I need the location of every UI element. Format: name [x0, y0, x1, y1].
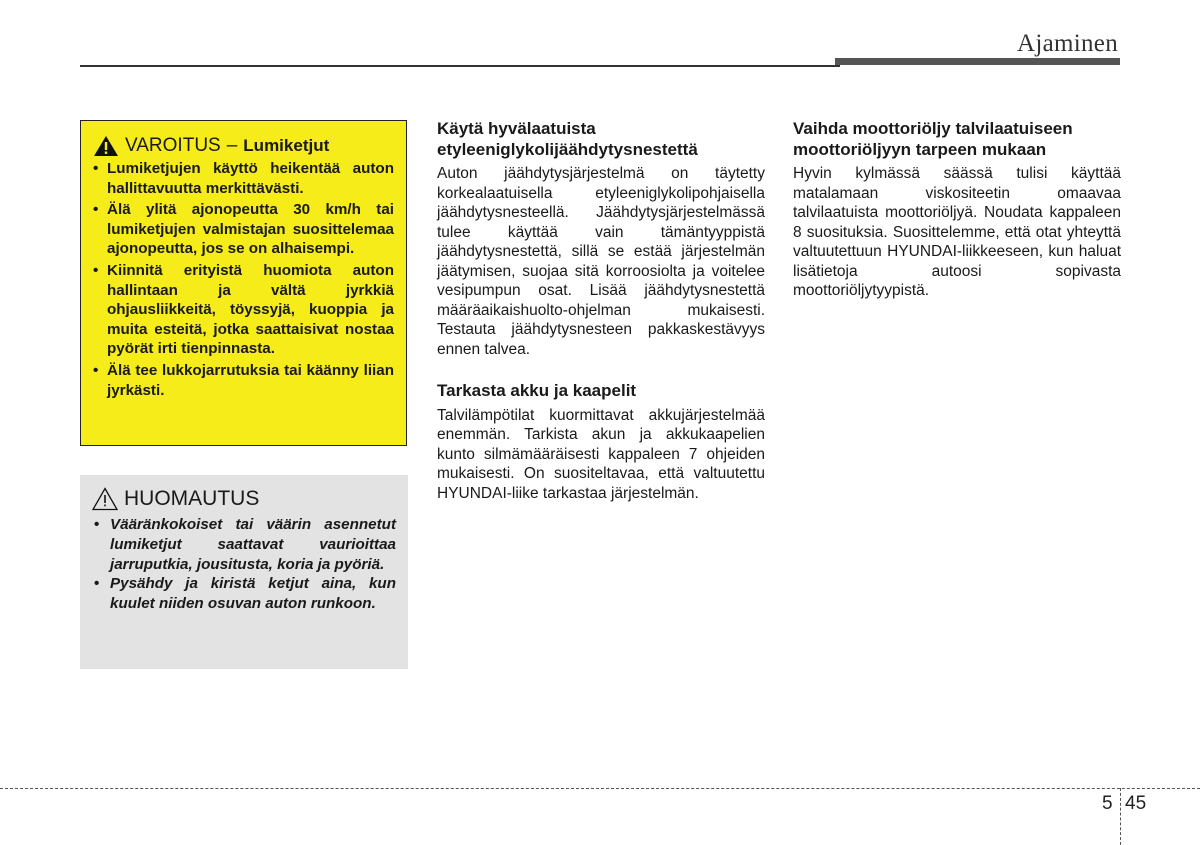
warning-item-text: Älä ylitä ajonopeutta 30 km/h tai lumiketjujen valmistajan suosittelemaa ajonopeutta, jos se on alhaisempi. — [107, 201, 394, 258]
warning-heading — [93, 135, 394, 157]
notice-item — [92, 515, 396, 574]
section-heading-coolant: Käytä hyvälaatuista etyleeniglykolijäähdytysnestettä — [437, 119, 698, 159]
warning-item-text: Älä tee lukkojarrutuksia tai käänny liian jyrkästi. — [107, 361, 394, 399]
bullet: • — [94, 575, 100, 593]
footer-divider — [0, 788, 1200, 789]
section-heading-battery: Tarkasta akku ja kaapelit — [437, 381, 637, 400]
section-heading-engine-oil: Vaihda moottoriöljy talvilaatuiseen moottoriöljyyn tarpeen mukaan — [793, 119, 1073, 159]
warning-dash: – — [226, 135, 238, 156]
warning-title: VAROITUS — [125, 135, 221, 156]
warning-item — [93, 261, 394, 359]
column-right — [793, 119, 1121, 301]
column-middle — [437, 119, 765, 503]
running-header-title: Ajaminen — [1017, 30, 1118, 57]
warning-item-text: Lumiketjujen käyttö heikentää auton hallittavuutta merkittävästi. — [107, 160, 394, 197]
warning-triangle-icon — [93, 135, 119, 157]
warning-item — [93, 159, 394, 198]
bullet: • — [93, 160, 99, 177]
notice-item-text: Vääränkokoiset tai väärin asennetut lumiketjut saattavat vaurioittaa jarruputkia, jousitusta, koria ja pyöriä. — [110, 516, 396, 573]
header-rule — [80, 65, 840, 67]
chapter-number: 5 — [1102, 793, 1113, 814]
header-rule-accent — [835, 58, 1120, 65]
notice-box — [80, 475, 408, 669]
section-body-battery: Talvilämpötilat kuormittavat akkujärjestelmää enemmän. Tarkista akun ja akkukaapelien kunto silmämääräisesti kappaleen 7 ohjeiden mukaisesti. On suositeltavaa, että valtuutettu HYUNDAI-liike tarkastaa järjestelmän. — [437, 406, 765, 502]
notice-item-text: Pysähdy ja kiristä ketjut aina, kun kuulet niiden osuvan auton runkoon. — [110, 575, 396, 613]
section-spacer — [437, 359, 765, 381]
warning-item-text: Kiinnitä erityistä huomiota auton hallintaan ja vältä jyrkkiä ohjausliikkeitä, töyssyjä, kuoppia ja muita esteitä, jotka saattaisivat nostaa pyörät irti tienpinnasta. — [107, 261, 394, 358]
caution-triangle-icon — [92, 487, 118, 511]
page-number: 45 — [1125, 793, 1147, 814]
warning-box — [80, 120, 407, 446]
notice-item — [92, 574, 396, 614]
notice-list — [92, 515, 396, 614]
bullet: • — [93, 361, 99, 379]
footer-page-separator — [1120, 788, 1121, 845]
warning-subtitle: Lumiketjut — [243, 136, 330, 155]
section-body-coolant: Auton jäähdytysjärjestelmä on täytetty korkealaatuisella etyleeniglykolipohjaisella jäähdytysnesteellä. Jäähdytysjärjestelmässä tulee käyttää vain tämäntyyppistä jäähdytysnestettä, sillä se estää järjestelmän jäätymisen, suojaa sitä korroosiolta ja voitelee vesipumpun osat. Lisää jäähdytysnestettä määräaikaishuolto-ohjelman mukaisesti. Testauta jäähdytysnesteen pakkaskestävyys ennen talvea. — [437, 165, 765, 358]
notice-heading — [92, 487, 396, 511]
warning-item — [93, 200, 394, 259]
section-body-engine-oil: Hyvin kylmässä säässä tulisi käyttää matalamaan viskositeetin omaavaa talvilaatuista moottoriöljyä. Noudata kappaleen 8 suosituksia. Suosittelemme, että otat yhteyttä valtuutettuun HYUNDAI-liikkeeseen, kun haluat lisätietoja autoosi sopivasta moottoriöljytyypistä. — [793, 165, 1121, 299]
warning-item — [93, 361, 394, 400]
notice-title: HUOMAUTUS — [124, 487, 260, 510]
bullet: • — [93, 261, 99, 279]
warning-list — [93, 159, 394, 400]
bullet: • — [93, 201, 99, 219]
bullet: • — [94, 516, 100, 533]
